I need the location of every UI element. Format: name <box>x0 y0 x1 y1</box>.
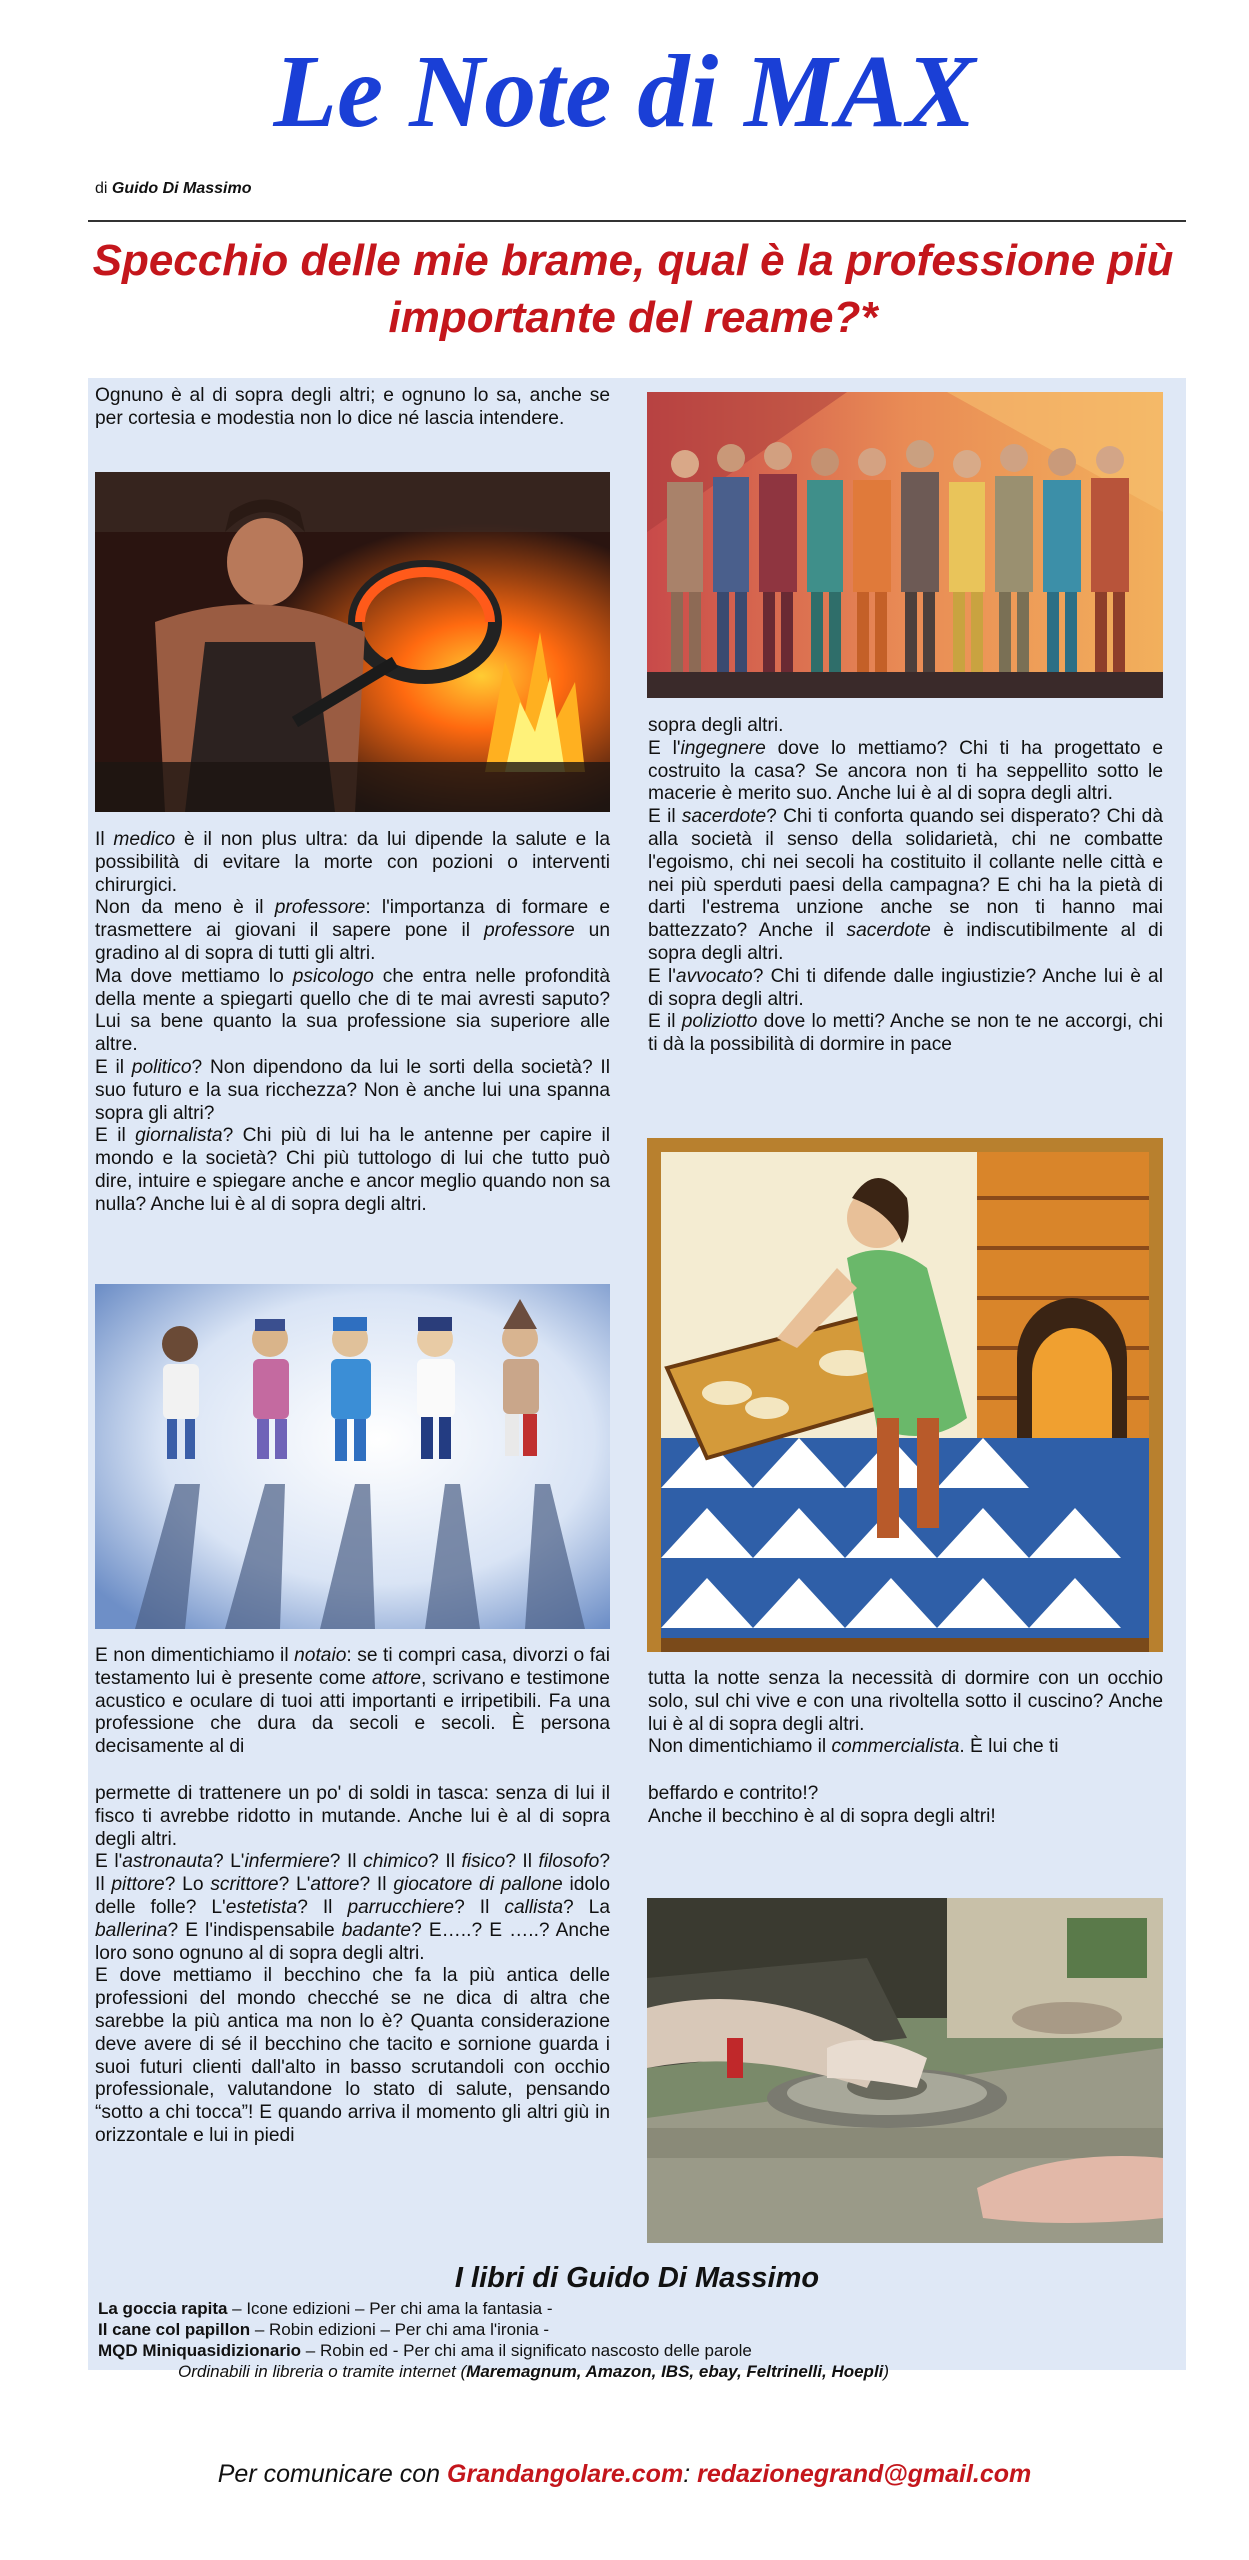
col2-avvocato: E l'avvocato? Chi ti difende dalle ingiustizie? Anche lui è al di sopra degli altri. <box>648 965 1163 1010</box>
order-suffix: ) <box>883 2362 890 2381</box>
col1-intro <box>95 385 610 431</box>
col1-becchino: E dove mettiamo il becchino che fa la più antica delle professioni del mondo checché se ne dica di altra che sarebbe la più antica ma non lo è? Quanta considerazione deve avere di sé il becchino che tacito e sornione guarda i suoi futuri clienti dall'alto in basso scrutandoli con occhio professionale, valutandone lo stato di salute, pensando “sotto a chi tocca”! E quando arriva il momento gli altri giù in orizzontale e lui in piedi <box>95 1965 610 2146</box>
col2-ingegnere: E l'ingegnere dove lo mettiamo? Chi ti ha progettato e costruito la casa? Se ancora non ti ha seppellito sotto le macerie è merito suo. Anche lui è al di sopra degli altri. <box>648 737 1163 805</box>
col1-intro-text: Ognuno è al di sopra degli altri; e ognuno lo sa, anche se per cortesia e modestia non lo dice né lascia intendere. <box>95 385 610 429</box>
col2-becchino-end: Anche il becchino è al di sopra degli altri! <box>648 1805 996 1827</box>
col1-professore: Non da meno è il professore: l'importanza di formare e trasmettere ai giovani il sapere pone il professore un gradino al di sopra di tutti gli altri. <box>95 897 610 964</box>
contact-email-link[interactable]: redazionegrand@gmail.com <box>697 2460 1032 2488</box>
byline-prefix: di <box>95 180 108 197</box>
col2-sopra: sopra degli altri. <box>648 715 784 736</box>
col2-sacerdote: E il sacerdote? Chi ti conforta quando sei disperato? Chi dà alla società il senso della solidarietà, chi ne combatte l'egoismo, chi nei secoli ha costituito il collante nelle città e nei più sperduti paesi della campagna? E chi ha la pietà di darti l'estrema unzione anche se non ti hanno mai battezzato? Anche il sacerdote è indiscutibilmente al di sopra degli altri. <box>648 806 1163 964</box>
col2-poliziotto: E il poliziotto dove lo metti? Anche se non te ne accorgi, chi ti dà la possibilità di dormire in pace <box>648 1011 1163 1056</box>
col1-trattenere: permette di trattenere un po' di soldi in tasca: senza di lui il fisco ti avrebbe ridotto in mutande. Anche lui è al di sopra degli altri. <box>95 1783 610 1850</box>
contact-prefix: Per comunicare con <box>217 2460 448 2488</box>
contact-line <box>0 2460 1249 2489</box>
masthead-title: Le Note di MAX <box>273 34 976 149</box>
dolls-photo <box>95 1284 610 1629</box>
book-name: Il cane col papillon <box>98 2320 251 2339</box>
article-headline: Specchio delle mie brame, qual è la professione più importante del reame?* <box>92 236 1174 343</box>
order-info <box>98 2361 1178 2382</box>
books-title: I libri di Guido Di Massimo <box>454 2262 820 2294</box>
col2-commercialista: Non dimentichiamo il commercialista. È lui che ti <box>648 1736 1059 1758</box>
book-name: MQD Miniquasidizionario <box>98 2341 302 2360</box>
professionals-figures-photo <box>647 392 1163 698</box>
books-list <box>98 2298 1178 2382</box>
book-item <box>98 2340 1178 2361</box>
book-info: – Icone edizioni – Per chi ama la fantasia - <box>227 2299 553 2318</box>
pottery-photo <box>647 1898 1163 2243</box>
book-info: – Robin ed - Per chi ama il significato nascosto delle parole <box>301 2341 752 2360</box>
col1-body <box>95 829 610 1217</box>
col1-medico: Il medico è il non plus ultra: da lui dipende la salute e la possibilità di evitare la morte con pozioni o interventi chirurgici. <box>95 829 610 896</box>
header-rule <box>88 220 1186 222</box>
blacksmith-photo <box>95 472 610 812</box>
col1-giornalista: E il giornalista? Chi più di lui ha le antenne per capire il mondo e la società? Chi più tuttologo di lui che tutto può dire, intuire e spiegare anche e ancor meglio quando non sa nulla? Anche lui è al di sopra degli altri. <box>95 1125 610 1215</box>
col1-lower <box>95 1783 610 2148</box>
col2-lower <box>648 1783 1163 1829</box>
order-shops: Maremagnum, Amazon, IBS, ebay, Feltrinelli, Hoepli <box>466 2362 884 2381</box>
order-prefix: Ordinabili in libreria o tramite internet ( <box>178 2362 467 2381</box>
byline-author: Guido Di Massimo <box>111 180 252 197</box>
col2-body <box>648 715 1163 1057</box>
contact-site-link[interactable]: Grandangolare.com <box>447 2460 684 2488</box>
col2-notte <box>648 1668 1163 1759</box>
book-item <box>98 2298 1178 2319</box>
col1-astronauta: E l'astronauta? L'infermiere? Il chimico? Il fisico? Il filosofo? Il pittore? Lo scrittore? L'attore? Il giocatore di pallone idolo delle folle? L'estetista? Il parrucchiere? Il callista? La ballerina? E l'indispensabile badante? E…..? E …..? Anche loro sono ognuno al di sopra degli altri. <box>95 1851 610 1964</box>
col1-notaio <box>95 1645 610 1759</box>
col1-psicologo: Ma dove mettiamo lo psicologo che entra nelle profondità della mente a spiegarti quello che di te mai avresti saputo? Lui sa bene quanto la sua professione sia superiore alle altre. <box>95 965 610 1056</box>
byline <box>95 180 251 198</box>
col2-notte-1: tutta la notte senza la necessità di dormire con un occhio solo, sul chi vive e con una rivoltella sotto il cuscino? Anche lui è al di sopra degli altri. <box>648 1668 1163 1735</box>
baker-tile-image <box>647 1138 1163 1652</box>
contact-sep: : <box>683 2460 698 2488</box>
col1-notaio-text: E non dimentichiamo il notaio: se ti compri casa, divorzi o fai testamento lui è presente come attore, scrivano e testimone acustico e oculare di tuoi atti importanti e irripetibili. Fa una professione che dura da secoli e secoli. È persona decisamente al di <box>95 1645 610 1758</box>
col1-politico: E il politico? Non dipendono da lui le sorti della società? Il suo futuro e la sua ricchezza? Non è anche lui una spanna sopra gli altri? <box>95 1056 610 1124</box>
book-info: – Robin edizioni – Per chi ama l'ironia - <box>250 2320 550 2339</box>
book-item <box>98 2319 1178 2340</box>
col2-beffardo: beffardo e contrito!? <box>648 1783 819 1804</box>
book-name: La goccia rapita <box>98 2299 228 2318</box>
